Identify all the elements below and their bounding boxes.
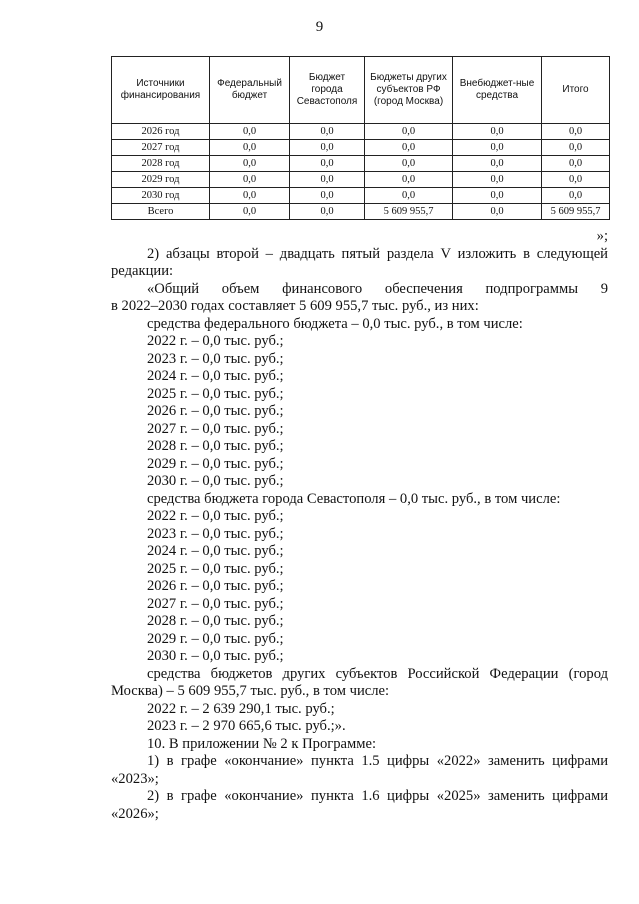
table-cell: Всего: [112, 204, 210, 220]
table-cell: 0,0: [210, 188, 290, 204]
subitem-2: 2) в графе «окончание» пункта 1.6 цифры «2025» заменить цифрами «2026»;: [111, 788, 608, 822]
list-item: 2025 г. – 0,0 тыс. руб.;: [147, 560, 284, 577]
table-cell: 0,0: [453, 204, 542, 220]
item-2-paragraph: 2) абзацы второй – двадцать пятый раздела V изложить в следующей редакции:: [111, 245, 608, 279]
table-cell: 0,0: [453, 156, 542, 172]
list-item: 2023 г. – 0,0 тыс. руб.;: [147, 350, 284, 367]
list-item: 2028 г. – 0,0 тыс. руб.;: [147, 613, 284, 629]
table-cell: 0,0: [365, 188, 453, 204]
list-item: 2023 г. – 0,0 тыс. руб.;: [147, 525, 284, 542]
item-10-heading: 10. В приложении № 2 к Программе:: [147, 735, 377, 752]
table-cell: 0,0: [210, 124, 290, 140]
table-cell: 0,0: [453, 188, 542, 204]
table-cell: 0,0: [210, 156, 290, 172]
table-cell: 0,0: [290, 188, 365, 204]
list-item: 2029 г. – 0,0 тыс. руб.;: [147, 630, 284, 647]
list-item: 2022 г. – 0,0 тыс. руб.;: [147, 508, 284, 524]
federal-heading: средства федерального бюджета – 0,0 тыс. руб., в том числе:: [147, 315, 523, 332]
page-number: 9: [315, 19, 324, 35]
list-item: 2026 г. – 0,0 тыс. руб.;: [147, 403, 284, 419]
table-cell: 0,0: [365, 156, 453, 172]
list-item: 2030 г. – 0,0 тыс. руб.;: [147, 648, 284, 664]
table-cell: 0,0: [453, 124, 542, 140]
table-cell: 5 609 955,7: [542, 204, 610, 220]
table-cell: 0,0: [210, 140, 290, 156]
table-row: [112, 140, 610, 156]
header-extrabudgetary: Внебюджет-ные средства: [453, 57, 542, 124]
table-cell: 0,0: [542, 172, 610, 188]
closing-quote: »;: [596, 228, 608, 244]
table-cell: 0,0: [453, 172, 542, 188]
table-cell: 2026 год: [112, 124, 210, 140]
table-cell: 2028 год: [112, 156, 210, 172]
table-cell: 0,0: [542, 124, 610, 140]
table-cell: 0,0: [210, 172, 290, 188]
table-row-total: [112, 204, 610, 220]
table-row: [112, 156, 610, 172]
table-row: [112, 124, 610, 140]
total-paragraph-line1: «Общий объем финансового обеспечения подпрограммы 9: [147, 280, 608, 297]
table-cell: 0,0: [542, 156, 610, 172]
list-item: 2027 г. – 0,0 тыс. руб.;: [147, 595, 284, 612]
list-item: 2029 г. – 0,0 тыс. руб.;: [147, 455, 284, 472]
table-row: [112, 172, 610, 188]
table-row: [112, 188, 610, 204]
header-city: Бюджет города Севастополя: [290, 57, 365, 124]
table-cell: 2029 год: [112, 172, 210, 188]
table-cell: 0,0: [290, 172, 365, 188]
table-cell: 0,0: [290, 140, 365, 156]
header-federal: Федеральный бюджет: [210, 57, 290, 124]
table-cell: 5 609 955,7: [365, 204, 453, 220]
header-sources: Источники финансирования: [112, 57, 210, 124]
list-item: 2024 г. – 0,0 тыс. руб.;: [147, 368, 284, 384]
table-cell: 0,0: [210, 204, 290, 220]
list-item: 2022 г. – 2 639 290,1 тыс. руб.;: [147, 700, 335, 717]
total-paragraph-line2: в 2022–2030 годах составляет 5 609 955,7 тыс. руб., из них:: [111, 298, 479, 314]
table-cell: 0,0: [290, 204, 365, 220]
city-heading: средства бюджета города Севастополя – 0,0 тыс. руб., в том числе:: [147, 490, 561, 507]
header-total: Итого: [542, 57, 610, 124]
table-cell: 0,0: [453, 140, 542, 156]
financing-table: [111, 56, 610, 220]
list-item: 2025 г. – 0,0 тыс. руб.;: [147, 385, 284, 402]
list-item: 2027 г. – 0,0 тыс. руб.;: [147, 420, 284, 437]
list-item: 2024 г. – 0,0 тыс. руб.;: [147, 543, 284, 559]
list-item: 2023 г. – 2 970 665,6 тыс. руб.;».: [147, 718, 346, 734]
table-cell: 2030 год: [112, 188, 210, 204]
list-item: 2028 г. – 0,0 тыс. руб.;: [147, 438, 284, 454]
table-cell: 0,0: [542, 188, 610, 204]
other-subjects-heading: средства бюджетов других субъектов Российской Федерации (город Москва) – 5 609 955,7 тыс. руб., в том числе:: [111, 665, 608, 699]
header-other-subjects: Бюджеты других субъектов РФ (город Москва): [365, 57, 453, 124]
table-cell: 0,0: [365, 172, 453, 188]
document-body: [111, 228, 608, 823]
subitem-1: 1) в графе «окончание» пункта 1.5 цифры «2022» заменить цифрами «2023»;: [111, 753, 608, 787]
table-cell: 0,0: [290, 156, 365, 172]
table-cell: 0,0: [365, 140, 453, 156]
list-item: 2026 г. – 0,0 тыс. руб.;: [147, 578, 284, 594]
table-cell: 0,0: [365, 124, 453, 140]
table-cell: 0,0: [290, 124, 365, 140]
list-item: 2022 г. – 0,0 тыс. руб.;: [147, 333, 284, 349]
table-header-row: [112, 57, 610, 124]
table-cell: 2027 год: [112, 140, 210, 156]
table-cell: 0,0: [542, 140, 610, 156]
list-item: 2030 г. – 0,0 тыс. руб.;: [147, 473, 284, 489]
